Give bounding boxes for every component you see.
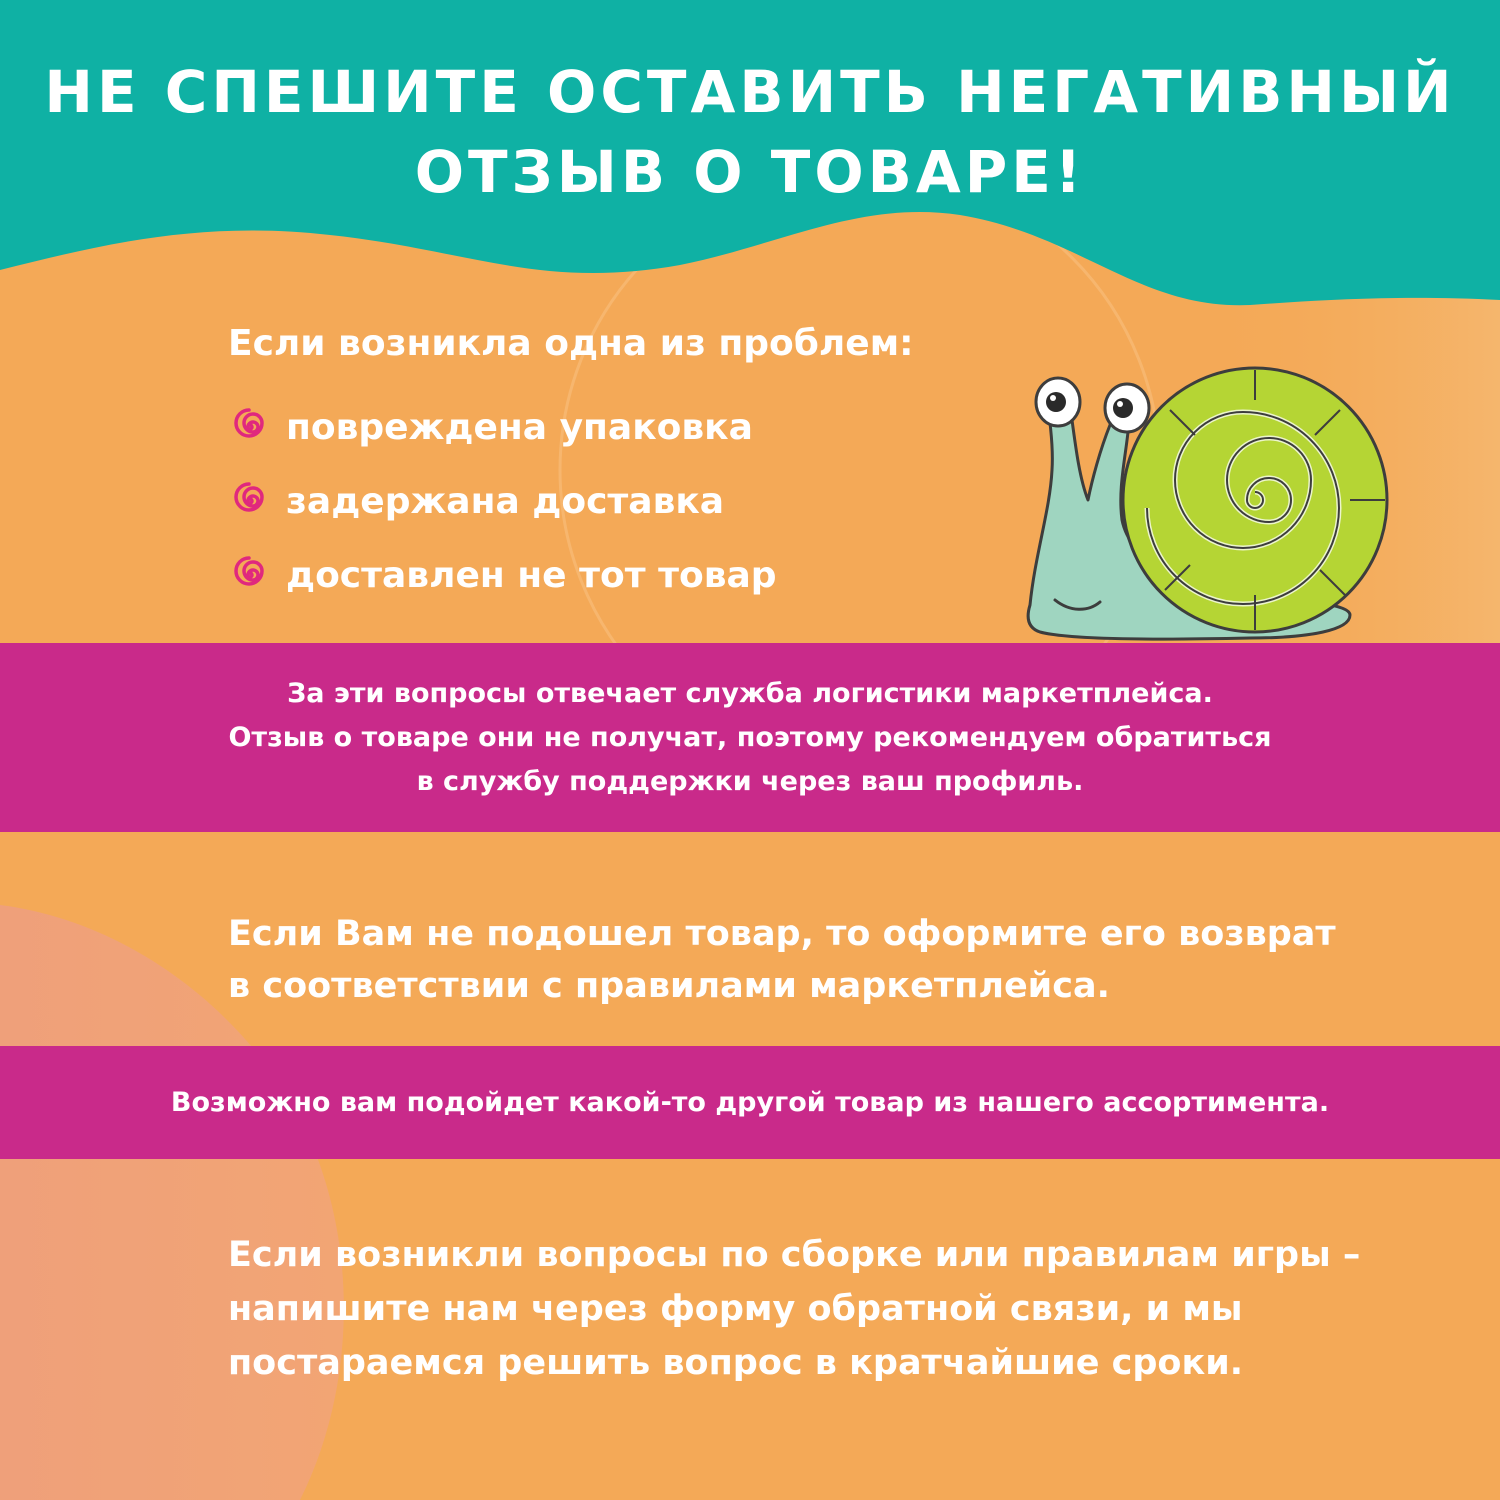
swirl-icon xyxy=(228,479,272,523)
problem-label: повреждена упаковка xyxy=(286,406,753,448)
logistics-line-1: За эти вопросы отвечает служба логистики маркетплейса. xyxy=(287,677,1213,709)
feedback-line-2: напишите нам через форму обратной связи, и мы xyxy=(228,1289,1243,1329)
problem-label: задержана доставка xyxy=(286,480,725,522)
feedback-line-1: Если возникли вопросы по сборке или правилам игры – xyxy=(228,1235,1361,1275)
logistics-band xyxy=(0,643,1500,832)
assortment-band xyxy=(0,1046,1500,1159)
title-line-1: НЕ СПЕШИТЕ ОСТАВИТЬ НЕГАТИВНЫЙ xyxy=(44,58,1456,126)
list-item xyxy=(228,464,914,538)
logistics-line-2: Отзыв о товаре они не получат, поэтому рекомендуем обратиться xyxy=(228,721,1272,753)
problem-label: доставлен не тот товар xyxy=(286,554,777,596)
page-title xyxy=(0,52,1500,212)
return-line-1: Если Вам не подошел товар, то оформите его возврат xyxy=(228,914,1336,954)
assortment-text: Возможно вам подойдет какой-то другой товар из нашего ассортимента. xyxy=(170,1087,1330,1118)
logistics-line-3: в службу поддержки через ваш профиль. xyxy=(416,765,1084,797)
return-note xyxy=(228,908,1336,1012)
feedback-note xyxy=(228,1228,1360,1390)
snail-icon xyxy=(1010,340,1400,660)
problems-section xyxy=(228,322,914,612)
title-line-2: ОТЗЫВ О ТОВАРЕ! xyxy=(414,138,1086,206)
problem-list xyxy=(228,390,914,612)
swirl-icon xyxy=(228,553,272,597)
return-line-2: в соответствии с правилами маркетплейса. xyxy=(228,966,1110,1006)
feedback-line-3: постараемся решить вопрос в кратчайшие сроки. xyxy=(228,1343,1244,1383)
list-item xyxy=(228,390,914,464)
list-item xyxy=(228,538,914,612)
swirl-icon xyxy=(228,405,272,449)
problems-heading: Если возникла одна из проблем: xyxy=(228,323,914,364)
